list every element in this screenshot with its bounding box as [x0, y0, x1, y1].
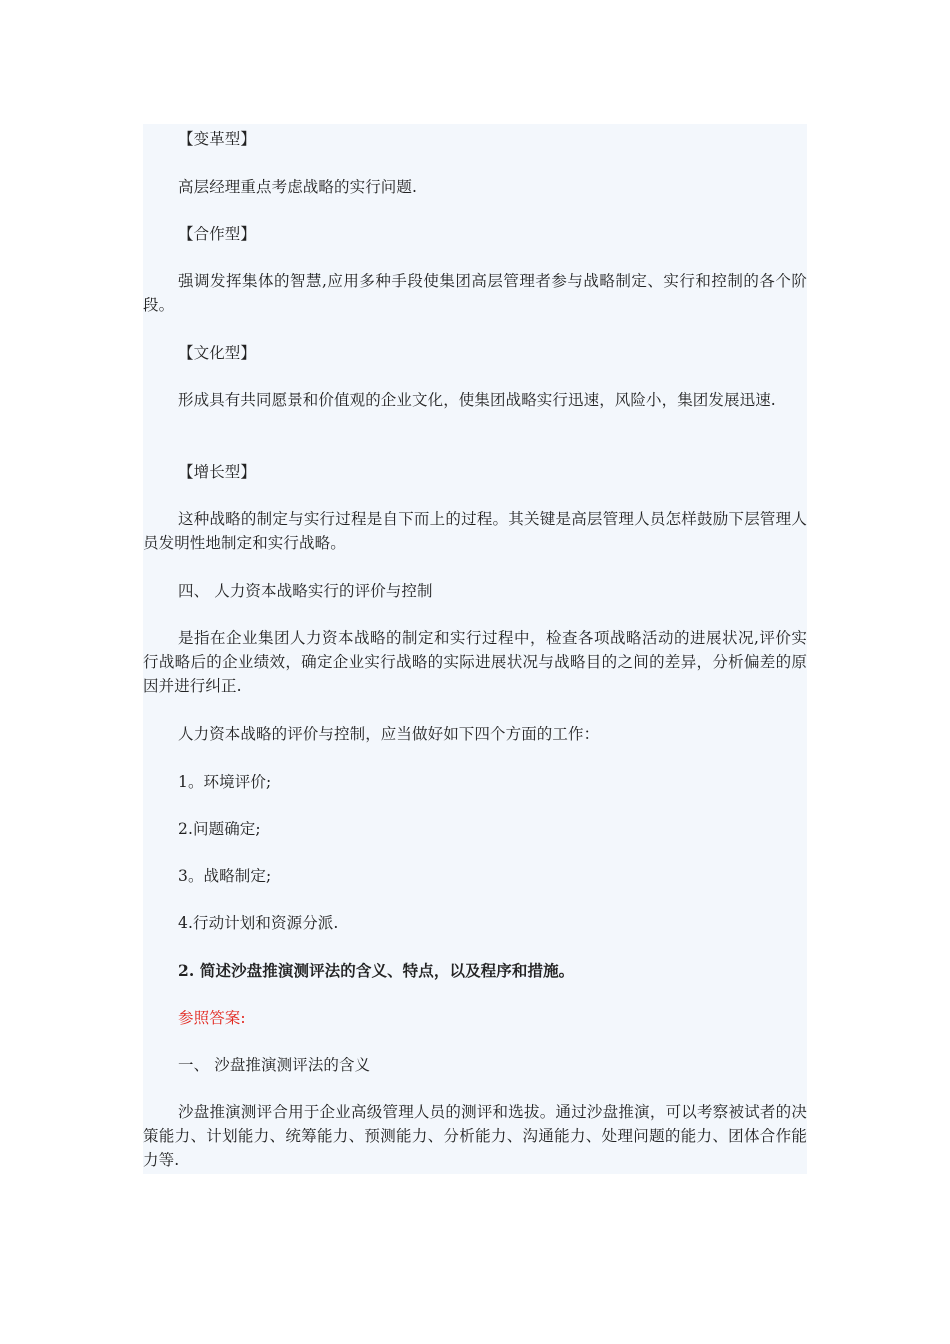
paragraph-sandbox-definition: 沙盘推演测评合用于企业高级管理人员的测评和选拔。通过沙盘推演，可以考察被试者的决策能力、计划能力、统筹能力、预测能力、分析能力、沟通能力、处理问题的能力、团体合作能力等. [143, 1103, 807, 1169]
list-item-4: 4.行动计划和资源分派. [178, 914, 339, 932]
paragraph-growth-desc: 这种战略的制定与实行过程是自下而上的过程。其关键是高层管理人员怎样鼓励下层管理人员发明性地制定和实行战略。 [143, 510, 807, 552]
question-2-heading: 2. 简述沙盘推演测评法的含义、特点，以及程序和措施。 [178, 961, 575, 980]
heading-cooperative-type: 【合作型】 [178, 225, 257, 243]
list-item-2: 2.问题确定; [178, 820, 261, 838]
paragraph-cultural-desc: 形成具有共同愿景和价值观的企业文化，使集团战略实行迅速，风险小，集团发展迅速. [178, 391, 776, 409]
heading-transformational-type: 【变革型】 [178, 130, 257, 148]
paragraph-cooperative-desc: 强调发挥集体的智慧,应用多种手段使集团高层管理者参与战略制定、实行和控制的各个阶段。 [143, 272, 807, 314]
heading-growth-type: 【增长型】 [178, 463, 257, 481]
reference-answer-label: 参照答案: [178, 1009, 246, 1027]
paragraph-four-aspects: 人力资本战略的评价与控制，应当做好如下四个方面的工作： [178, 725, 600, 743]
list-item-3: 3。战略制定; [178, 867, 272, 885]
paragraph-evaluation-definition: 是指在企业集团人力资本战略的制定和实行过程中，检查各项战略活动的进展状况,评价实行战略后的企业绩效，确定企业实行战略的实际进展状况与战略目的之间的差异，分析偏差的原因并进行纠正. [143, 629, 807, 695]
paragraph-transformational-desc: 高层经理重点考虑战略的实行问题. [178, 178, 418, 196]
section-heading-evaluation-control: 四、 人力资本战略实行的评价与控制 [178, 582, 433, 600]
heading-cultural-type: 【文化型】 [178, 344, 257, 362]
list-item-1: 1。环境评价; [178, 773, 272, 791]
section-heading-sandbox-meaning: 一、 沙盘推演测评法的含义 [178, 1056, 371, 1074]
document-page [143, 124, 807, 1174]
